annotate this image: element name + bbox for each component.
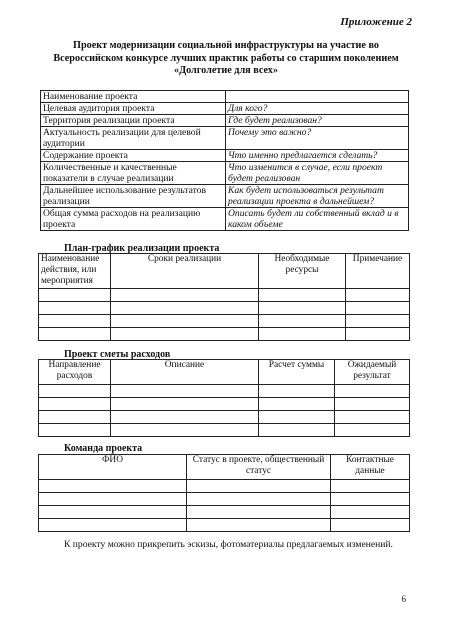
- table-row: [41, 127, 409, 150]
- row-label: Общая сумма расходов на реализацию проекта: [41, 208, 226, 231]
- row-label: Территория реализации проекта: [41, 115, 226, 127]
- table-row: [39, 385, 410, 398]
- table-header-row: [39, 455, 410, 480]
- budget-title: Проект сметы расходов: [64, 349, 171, 360]
- table-row: [39, 398, 410, 411]
- table-row: [39, 424, 410, 437]
- row-hint: [226, 91, 409, 103]
- column-header: ФИО: [39, 455, 187, 480]
- row-hint: Описать будет ли собственный вклад и в каком объеме: [226, 208, 409, 231]
- table-row: [39, 493, 410, 506]
- title-line: Всероссийском конкурсе лучших практик работы со старшим поколением: [53, 52, 399, 64]
- table-row: [41, 103, 409, 115]
- column-header: Ожидаемый результат: [335, 360, 410, 385]
- row-hint: Что именно предлагается сделать?: [226, 150, 409, 162]
- column-header: Направление расходов: [39, 360, 111, 385]
- row-label: Целевая аудитория проекта: [41, 103, 226, 115]
- schedule-title: План-график реализации проекта: [64, 243, 220, 254]
- row-label: Содержание проекта: [41, 150, 226, 162]
- team-table: [38, 454, 410, 532]
- budget-table: [38, 359, 410, 437]
- schedule-table: [38, 253, 410, 341]
- table-row: [39, 519, 410, 532]
- table-row: [39, 302, 410, 315]
- table-row: [39, 289, 410, 302]
- row-label: Дальнейшее использование результатов реализации: [41, 185, 226, 208]
- table-row: [39, 411, 410, 424]
- team-title: Команда проекта: [64, 443, 143, 454]
- table-row: [41, 162, 409, 185]
- table-row: [41, 208, 409, 231]
- row-hint: Что изменится в случае, если проект будет реализован: [226, 162, 409, 185]
- table-header-row: [39, 254, 410, 289]
- table-row: [39, 315, 410, 328]
- table-header-row: [39, 360, 410, 385]
- column-header: Сроки реализации: [111, 254, 259, 289]
- column-header: Необходимые ресурсы: [259, 254, 346, 289]
- column-header: Наименование действия, или мероприятия: [39, 254, 111, 289]
- column-header: Контактные данные: [331, 455, 410, 480]
- row-hint: Для кого?: [226, 103, 409, 115]
- table-row: [39, 506, 410, 519]
- table-row: [41, 150, 409, 162]
- footer-note: К проекту можно прикрепить эскизы, фотоматериалы предлагаемых изменений.: [64, 539, 393, 550]
- project-info-table: [40, 90, 409, 231]
- row-label: Наименование проекта: [41, 91, 226, 103]
- row-hint: Почему это важно?: [226, 127, 409, 150]
- row-hint: Как будет использоваться результат реализации проекта в дальнейшем?: [226, 185, 409, 208]
- row-label: Количественные и качественные показатели в случае реализации: [41, 162, 226, 185]
- page-number: 6: [401, 594, 406, 604]
- column-header: Описание: [111, 360, 259, 385]
- column-header: Примечание: [346, 254, 410, 289]
- appendix-label: Приложение 2: [340, 16, 412, 28]
- column-header: Расчет суммы: [259, 360, 335, 385]
- title-line: Проект модернизации социальной инфраструктуры на участие во: [73, 40, 379, 51]
- column-header: Статус в проекте, общественный статус: [187, 455, 331, 480]
- table-row: [39, 480, 410, 493]
- table-row: [41, 185, 409, 208]
- document-title: [30, 40, 422, 78]
- table-row: [41, 91, 409, 103]
- row-label: Актуальность реализации для целевой аудитории: [41, 127, 226, 150]
- table-row: [41, 115, 409, 127]
- title-line: «Долголетие для всех»: [174, 65, 278, 76]
- table-row: [39, 328, 410, 341]
- row-hint: Где будет реализован?: [226, 115, 409, 127]
